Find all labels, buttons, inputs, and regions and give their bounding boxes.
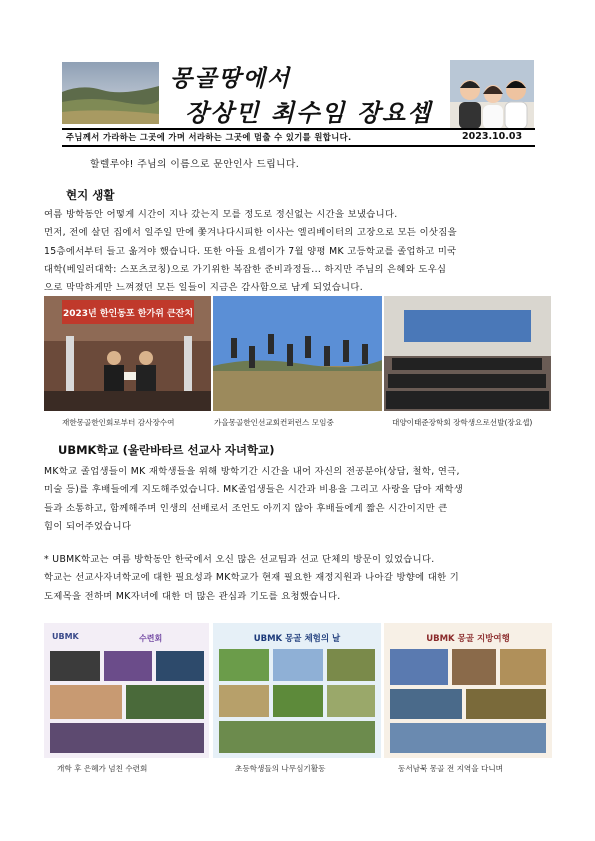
- section-heading-ubmk-school: UBMK학교 (울란바타르 선교사 자녀학교): [58, 443, 275, 457]
- section-heading-local-life: 현지 생활: [66, 188, 115, 202]
- event-banner-text: 2023년 한인동포 한가위 큰잔치: [62, 309, 194, 319]
- caption-collage-3: 동서남북 몽골 전 지역을 다니며: [398, 764, 504, 773]
- caption-collage-2: 초등학생들의 나무심기활동: [235, 764, 326, 773]
- collage-title: UBMK 몽골 체험의 날: [253, 634, 341, 644]
- header-rule-top: [62, 128, 535, 130]
- collage-country-trip: [384, 623, 552, 758]
- text-line: 들과 소통하고, 함께해주며 인생의 선배로서 조언도 아끼지 않아 후배들에게 짧은 시간이지만 큰: [44, 502, 448, 514]
- caption-photo-3: 대양이태준장학회 장학생으로선발(장요셉): [392, 418, 533, 427]
- text-line: * UBMK학교는 여름 방학동안 한국에서 오신 많은 선교팀과 선교 단체의 방문이 있었습니다.: [44, 554, 435, 565]
- newsletter-title-line1: 몽골땅에서: [170, 65, 292, 92]
- collage-tree-planting: [213, 623, 381, 758]
- caption-photo-2: 가을몽골한인선교회컨퍼런스 모임중: [214, 418, 334, 427]
- greeting: 할렐루야! 주님의 이름으로 문안인사 드립니다.: [90, 159, 300, 170]
- text-line: 먼저, 전에 살던 집에서 일주일 만에 쫓겨나다시피한 이사는 엘리베이터의 고장으로 모든 이삿짐을: [44, 227, 457, 239]
- text-line: 도제목을 전하며 MK자녀에 대한 더 많은 관심과 기도를 요청했습니다.: [44, 590, 341, 602]
- newsletter-title-line2: 장상민 최수임 장요셉: [185, 98, 433, 127]
- collage-retreat: [44, 623, 209, 758]
- photo-award-ceremony: [44, 296, 211, 411]
- family-photo: [450, 60, 534, 129]
- landscape-photo: [62, 62, 159, 124]
- issue-date: 2023.10.03: [462, 131, 523, 142]
- photo-scholarship-group: [384, 296, 551, 411]
- collage-title: 수련회: [139, 634, 163, 643]
- text-line: 15층에서부터 들고 옮겨야 했습니다. 또한 아들 요셉이가 7월 양평 MK 고등학교를 졸업하고 미국: [44, 245, 457, 257]
- photo-conference-jump: [213, 296, 382, 411]
- section1-body: [44, 206, 564, 297]
- collage-title: UBMK 몽골 지방여행: [426, 634, 510, 644]
- caption-photo-1: 재한몽골한인회로부터 감사장수여: [62, 418, 175, 427]
- text-line: 힘이 되어주었습니다: [44, 520, 132, 532]
- text-line: 미술 등)를 후배들에게 지도해주었습니다. MK졸업생들은 시간과 비용을 그리고 사랑을 담아 재학생: [44, 484, 464, 496]
- text-line: 으로 막막하게만 느껴졌던 모든 일들이 지금은 감사함으로 남게 되었습니다.: [44, 282, 364, 294]
- caption-collage-1: 개학 후 은혜가 넘친 수련회: [57, 764, 148, 773]
- section2-body: [44, 463, 564, 536]
- header-rule-bottom: [62, 145, 535, 147]
- text-line: MK학교 졸업생들이 MK 재학생들을 위해 방학기간 시간을 내어 자신의 전공분야(상담, 철학, 연극,: [44, 466, 460, 477]
- text-line: 여름 방학동안 어떻게 시간이 지나 갔는지 모를 정도로 정신없는 시간을 보냈습니다.: [44, 209, 398, 220]
- text-line: 대학(베일러대학: 스포츠코칭)으로 가기위한 복잡한 준비과정들... 하지만 주님의 은혜와 도우심: [44, 263, 447, 275]
- text-line: 학교는 선교사자녀학교에 대한 필요성과 MK학교가 현재 필요한 재정지원과 나아갈 방향에 대한 기: [44, 572, 460, 584]
- collage-brand: UBMK: [52, 632, 79, 641]
- section2-notes: [44, 551, 564, 606]
- motto: 주님께서 가라하는 그곳에 가며 서라하는 그곳에 멈출 수 있기를 원합니다.: [66, 132, 352, 142]
